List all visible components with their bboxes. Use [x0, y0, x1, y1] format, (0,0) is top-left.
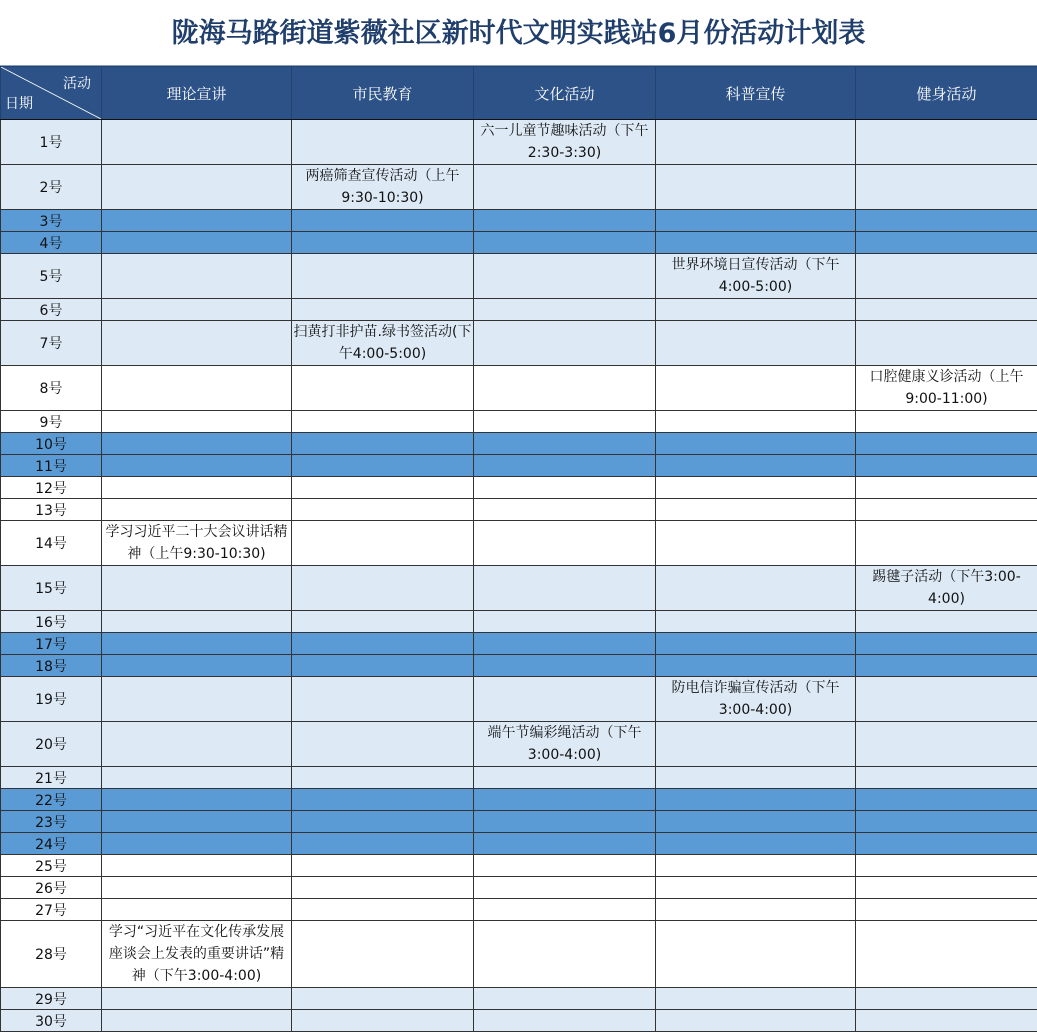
activity-cell	[292, 811, 474, 833]
activity-cell: 两癌筛查宣传活动（上午9:30-10:30)	[292, 165, 474, 210]
table-row	[1, 855, 1037, 877]
activity-cell	[856, 455, 1037, 477]
activity-cell	[292, 477, 474, 499]
activity-cell	[474, 299, 656, 321]
corner-header-cell	[1, 67, 102, 120]
activity-cell	[474, 254, 656, 299]
date-cell: 28号	[1, 921, 102, 988]
activity-cell	[474, 877, 656, 899]
table-row	[1, 521, 1037, 566]
table-row	[1, 321, 1037, 366]
date-cell: 6号	[1, 299, 102, 321]
activity-cell	[474, 433, 656, 455]
activity-cell: 六一儿童节趣味活动（下午2:30-3:30)	[474, 120, 656, 165]
activity-cell	[656, 566, 856, 611]
activity-cell	[474, 655, 656, 677]
activity-cell	[292, 232, 474, 254]
activity-cell	[474, 210, 656, 232]
activity-cell	[102, 677, 292, 722]
activity-cell	[656, 477, 856, 499]
corner-activity-label: 活动	[63, 73, 91, 93]
date-cell: 21号	[1, 767, 102, 789]
activity-cell	[292, 254, 474, 299]
date-cell: 17号	[1, 633, 102, 655]
activity-cell	[656, 655, 856, 677]
activity-cell	[656, 299, 856, 321]
activity-cell: 踢毽子活动（下午3:00-4:00)	[856, 566, 1037, 611]
activity-cell	[292, 677, 474, 722]
activity-cell: 防电信诈骗宣传活动（下午3:00-4:00)	[656, 677, 856, 722]
activity-cell	[856, 833, 1037, 855]
activity-cell	[656, 411, 856, 433]
activity-cell	[856, 433, 1037, 455]
activity-cell	[656, 366, 856, 411]
activity-cell	[102, 321, 292, 366]
activity-cell	[102, 120, 292, 165]
activity-cell	[102, 655, 292, 677]
activity-cell	[856, 321, 1037, 366]
activity-cell	[292, 366, 474, 411]
activity-cell	[292, 789, 474, 811]
activity-cell	[856, 521, 1037, 566]
activity-cell	[656, 521, 856, 566]
activity-cell	[856, 811, 1037, 833]
activity-cell	[102, 633, 292, 655]
table-row	[1, 811, 1037, 833]
activity-cell	[292, 767, 474, 789]
table-row	[1, 254, 1037, 299]
activity-cell	[292, 455, 474, 477]
activity-cell	[292, 411, 474, 433]
table-body	[1, 120, 1037, 1032]
date-cell: 1号	[1, 120, 102, 165]
table-row	[1, 767, 1037, 789]
table-row	[1, 433, 1037, 455]
table-row	[1, 411, 1037, 433]
table-row	[1, 611, 1037, 633]
activity-cell	[474, 165, 656, 210]
activity-cell	[102, 411, 292, 433]
activity-cell	[474, 366, 656, 411]
activity-cell	[856, 1010, 1037, 1032]
activity-cell	[102, 855, 292, 877]
activity-cell: 扫黄打非护苗.绿书签活动(下午4:00-5:00)	[292, 321, 474, 366]
table-row	[1, 722, 1037, 767]
date-cell: 20号	[1, 722, 102, 767]
activity-cell	[856, 899, 1037, 921]
activity-cell	[656, 433, 856, 455]
activity-cell	[102, 611, 292, 633]
table-row	[1, 165, 1037, 210]
activity-cell	[656, 499, 856, 521]
activity-cell	[856, 789, 1037, 811]
activity-cell	[856, 210, 1037, 232]
activity-cell	[102, 811, 292, 833]
date-cell: 9号	[1, 411, 102, 433]
activity-cell	[474, 499, 656, 521]
activity-cell	[656, 633, 856, 655]
activity-cell	[102, 232, 292, 254]
activity-cell	[102, 299, 292, 321]
activity-cell	[856, 299, 1037, 321]
activity-cell	[102, 366, 292, 411]
date-cell: 2号	[1, 165, 102, 210]
date-cell: 14号	[1, 521, 102, 566]
activity-cell	[292, 433, 474, 455]
activity-cell	[474, 921, 656, 988]
table-row	[1, 833, 1037, 855]
activity-cell	[656, 789, 856, 811]
activity-cell	[656, 165, 856, 210]
activity-cell	[656, 120, 856, 165]
corner-date-label: 日期	[5, 93, 33, 113]
activity-cell	[474, 833, 656, 855]
activity-cell	[474, 521, 656, 566]
activity-cell	[856, 232, 1037, 254]
activity-cell	[102, 210, 292, 232]
activity-cell	[856, 722, 1037, 767]
table-row	[1, 1010, 1037, 1032]
activity-cell	[292, 988, 474, 1010]
date-cell: 16号	[1, 611, 102, 633]
activity-cell	[474, 611, 656, 633]
activity-cell	[102, 877, 292, 899]
column-header: 文化活动	[474, 67, 656, 120]
activity-cell	[102, 767, 292, 789]
table-row	[1, 499, 1037, 521]
activity-cell	[856, 767, 1037, 789]
activity-cell	[856, 120, 1037, 165]
activity-cell	[474, 411, 656, 433]
activity-cell	[292, 855, 474, 877]
activity-cell: 端午节编彩绳活动（下午3:00-4:00)	[474, 722, 656, 767]
activity-cell	[656, 210, 856, 232]
activity-cell	[856, 477, 1037, 499]
activity-cell	[474, 767, 656, 789]
activity-cell	[292, 633, 474, 655]
activity-plan-table	[0, 66, 1037, 1032]
activity-cell	[292, 299, 474, 321]
date-cell: 13号	[1, 499, 102, 521]
table-row	[1, 232, 1037, 254]
activity-cell	[102, 254, 292, 299]
table-row	[1, 477, 1037, 499]
table-row	[1, 566, 1037, 611]
column-header: 科普宣传	[656, 67, 856, 120]
activity-cell	[656, 611, 856, 633]
activity-cell	[474, 899, 656, 921]
date-cell: 8号	[1, 366, 102, 411]
activity-cell	[102, 899, 292, 921]
date-cell: 30号	[1, 1010, 102, 1032]
activity-cell	[656, 767, 856, 789]
activity-cell: 世界环境日宣传活动（下午4:00-5:00)	[656, 254, 856, 299]
activity-cell	[856, 633, 1037, 655]
activity-cell	[474, 988, 656, 1010]
page-title: 陇海马路街道紫薇社区新时代文明实践站6月份活动计划表	[0, 0, 1037, 66]
activity-cell	[656, 722, 856, 767]
activity-cell	[292, 921, 474, 988]
column-header: 理论宣讲	[102, 67, 292, 120]
activity-cell	[856, 988, 1037, 1010]
activity-cell	[474, 477, 656, 499]
activity-cell	[102, 833, 292, 855]
activity-cell	[656, 1010, 856, 1032]
activity-cell	[292, 655, 474, 677]
activity-cell	[292, 722, 474, 767]
table-row	[1, 455, 1037, 477]
activity-cell	[292, 521, 474, 566]
activity-cell	[656, 455, 856, 477]
activity-cell	[102, 165, 292, 210]
date-cell: 5号	[1, 254, 102, 299]
date-cell: 7号	[1, 321, 102, 366]
date-cell: 29号	[1, 988, 102, 1010]
activity-cell	[292, 210, 474, 232]
activity-cell	[102, 477, 292, 499]
activity-cell	[474, 1010, 656, 1032]
activity-cell	[856, 411, 1037, 433]
table-row	[1, 789, 1037, 811]
activity-cell	[292, 1010, 474, 1032]
date-cell: 18号	[1, 655, 102, 677]
activity-cell	[474, 677, 656, 722]
activity-cell	[656, 855, 856, 877]
activity-cell	[656, 232, 856, 254]
activity-cell	[856, 921, 1037, 988]
activity-cell	[856, 677, 1037, 722]
table-row	[1, 299, 1037, 321]
activity-cell	[856, 611, 1037, 633]
table-row	[1, 633, 1037, 655]
activity-cell	[292, 566, 474, 611]
date-cell: 15号	[1, 566, 102, 611]
activity-cell	[656, 811, 856, 833]
activity-cell	[292, 877, 474, 899]
activity-cell	[656, 321, 856, 366]
activity-cell	[474, 232, 656, 254]
activity-cell	[856, 877, 1037, 899]
date-cell: 27号	[1, 899, 102, 921]
activity-cell	[856, 855, 1037, 877]
header-row	[1, 67, 1037, 120]
activity-cell	[102, 1010, 292, 1032]
activity-cell	[102, 433, 292, 455]
activity-cell	[292, 899, 474, 921]
activity-cell	[474, 321, 656, 366]
activity-cell	[474, 633, 656, 655]
activity-cell	[656, 899, 856, 921]
activity-cell	[656, 833, 856, 855]
activity-cell: 学习“习近平在文化传承发展座谈会上发表的重要讲话”精神（下午3:00-4:00)	[102, 921, 292, 988]
activity-cell	[656, 921, 856, 988]
date-cell: 10号	[1, 433, 102, 455]
date-cell: 3号	[1, 210, 102, 232]
table-row	[1, 988, 1037, 1010]
table-row	[1, 677, 1037, 722]
activity-cell	[102, 455, 292, 477]
activity-cell	[474, 455, 656, 477]
column-header: 市民教育	[292, 67, 474, 120]
activity-cell	[856, 254, 1037, 299]
activity-cell	[474, 811, 656, 833]
activity-cell	[102, 722, 292, 767]
activity-cell: 学习习近平二十大会议讲话精神（上午9:30-10:30)	[102, 521, 292, 566]
activity-cell	[102, 566, 292, 611]
date-cell: 11号	[1, 455, 102, 477]
date-cell: 24号	[1, 833, 102, 855]
table-row	[1, 120, 1037, 165]
activity-cell	[856, 499, 1037, 521]
activity-cell	[656, 988, 856, 1010]
date-cell: 12号	[1, 477, 102, 499]
date-cell: 4号	[1, 232, 102, 254]
table-row	[1, 655, 1037, 677]
date-cell: 25号	[1, 855, 102, 877]
table-row	[1, 877, 1037, 899]
activity-cell	[656, 877, 856, 899]
activity-cell	[292, 120, 474, 165]
date-cell: 22号	[1, 789, 102, 811]
table-row	[1, 899, 1037, 921]
activity-cell	[474, 789, 656, 811]
date-cell: 23号	[1, 811, 102, 833]
activity-cell	[102, 988, 292, 1010]
column-header: 健身活动	[856, 67, 1037, 120]
activity-cell	[102, 499, 292, 521]
date-cell: 26号	[1, 877, 102, 899]
activity-cell	[292, 611, 474, 633]
table-row	[1, 921, 1037, 988]
table-row	[1, 366, 1037, 411]
table-row	[1, 210, 1037, 232]
activity-cell	[474, 855, 656, 877]
activity-cell	[292, 833, 474, 855]
activity-cell: 口腔健康义诊活动（上午9:00-11:00)	[856, 366, 1037, 411]
activity-cell	[856, 655, 1037, 677]
activity-cell	[102, 789, 292, 811]
activity-cell	[292, 499, 474, 521]
activity-cell	[474, 566, 656, 611]
date-cell: 19号	[1, 677, 102, 722]
activity-cell	[856, 165, 1037, 210]
